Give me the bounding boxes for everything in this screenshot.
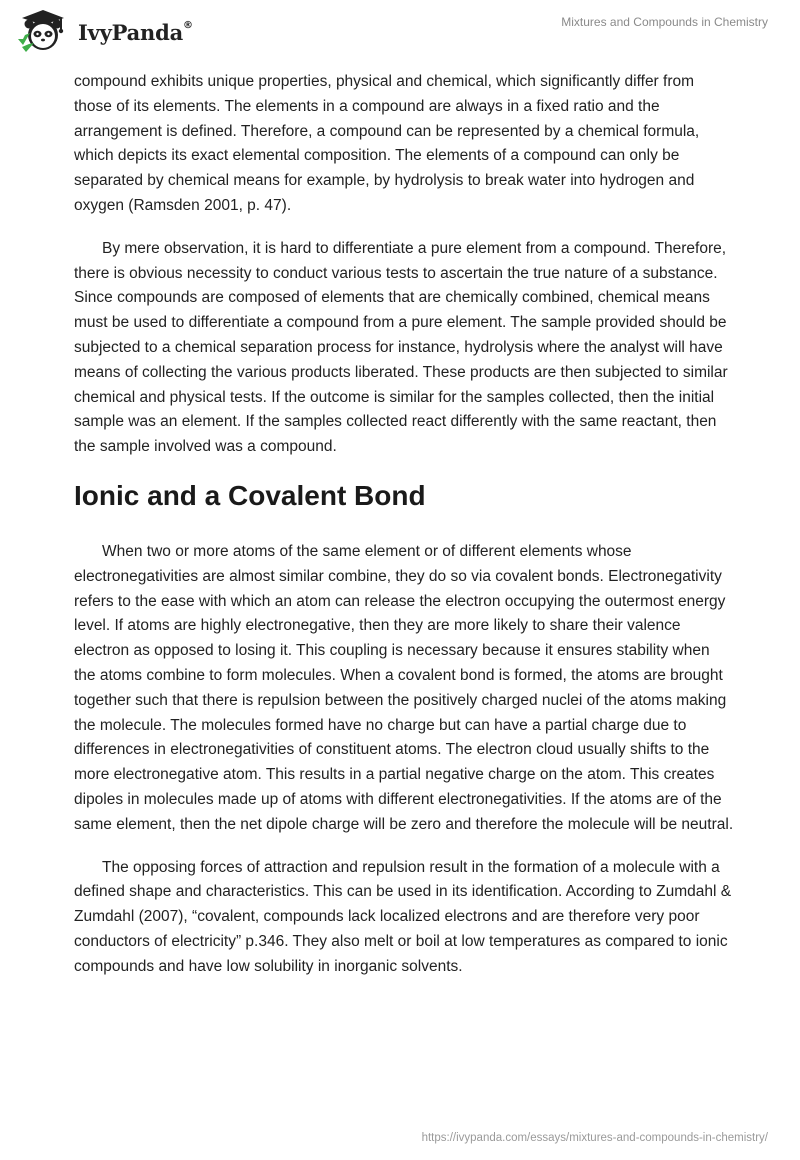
panda-graduate-icon (16, 9, 74, 53)
registered-mark: ® (183, 19, 193, 31)
page-header (0, 0, 800, 70)
paragraph-1: compound exhibits unique properties, physical and chemical, which significantly differ from those of its elements. The elements in a compound are always in a fixed ratio and the arrangement is defined. Therefore, a compound can be represented by a chemical formula, which depicts its exact elemental composition. The elements of a compound can only be separated by chemical means for example, by hydrolysis to break water into hydrogen and oxygen (Ramsden 2001, p. 47). (74, 73, 700, 214)
section-heading: Ionic and a Covalent Bond (74, 479, 426, 511)
brand-name (78, 20, 193, 45)
paragraph-2: By mere observation, it is hard to differentiate a pure element from a compound. Therefore, there is obvious necessity to conduct various tests to ascertain the true nature of a substance. Since compounds are composed of elements that are chemically combined, chemical means must be used to differentiate a compound from a pure element. The sample provided should be subjected to a chemical separation process for instance, hydrolysis where the analyst will have means of collecting the various products liberated. These products are then subjected to similar chemical and physical tests. If the outcome is similar for the samples collected, then the initial sample was an element. If the samples collected react differently with the same reactant, then the sample involved was a compound. (74, 239, 728, 456)
document-title: Mixtures and Compounds in Chemistry (561, 15, 768, 29)
logo[interactable] (16, 9, 193, 53)
paragraph-3: When two or more atoms of the same element or of different elements whose electronegativities are almost similar combine, they do so via covalent bonds. Electronegativity refers to the ease with which an atom can release the electron occupying the outermost energy level. If atoms are highly electronegative, then they are more likely to share their valence electron as opposed to losing it. This coupling is necessary because it ensures stability when the atoms combine to form molecules. When a covalent bond is formed, the atoms are brought together such that there is repulsion between the positively charged nuclei of the atoms making the molecule. The molecules formed have no charge but can have a partial charge due to differences in electronegativities of constituent atoms. The electron cloud usually shifts to the more electronegative atom. This results in a partial negative charge on the atom. This creates dipoles in molecules made up of atoms with different electronegativities. If the atoms are of the same element, then the net dipole charge will be zero and therefore the molecule will be neutral. (74, 542, 734, 833)
brand-text: IvyPanda (78, 19, 184, 45)
source-url[interactable]: https://ivypanda.com/essays/mixtures-and-compounds-in-chemistry/ (421, 1132, 768, 1144)
paragraph-4: The opposing forces of attraction and repulsion result in the formation of a molecule with a defined shape and characteristics. This can be used in its identification. According to Zumdahl & Zumdahl (2007), “covalent, compounds lack localized electrons and are therefore very poor conductors of electricity” p.346. They also melt or boil at low temperatures as compared to ionic compounds and have low solubility in inorganic solvents. (74, 858, 732, 975)
essay-content (74, 70, 734, 998)
